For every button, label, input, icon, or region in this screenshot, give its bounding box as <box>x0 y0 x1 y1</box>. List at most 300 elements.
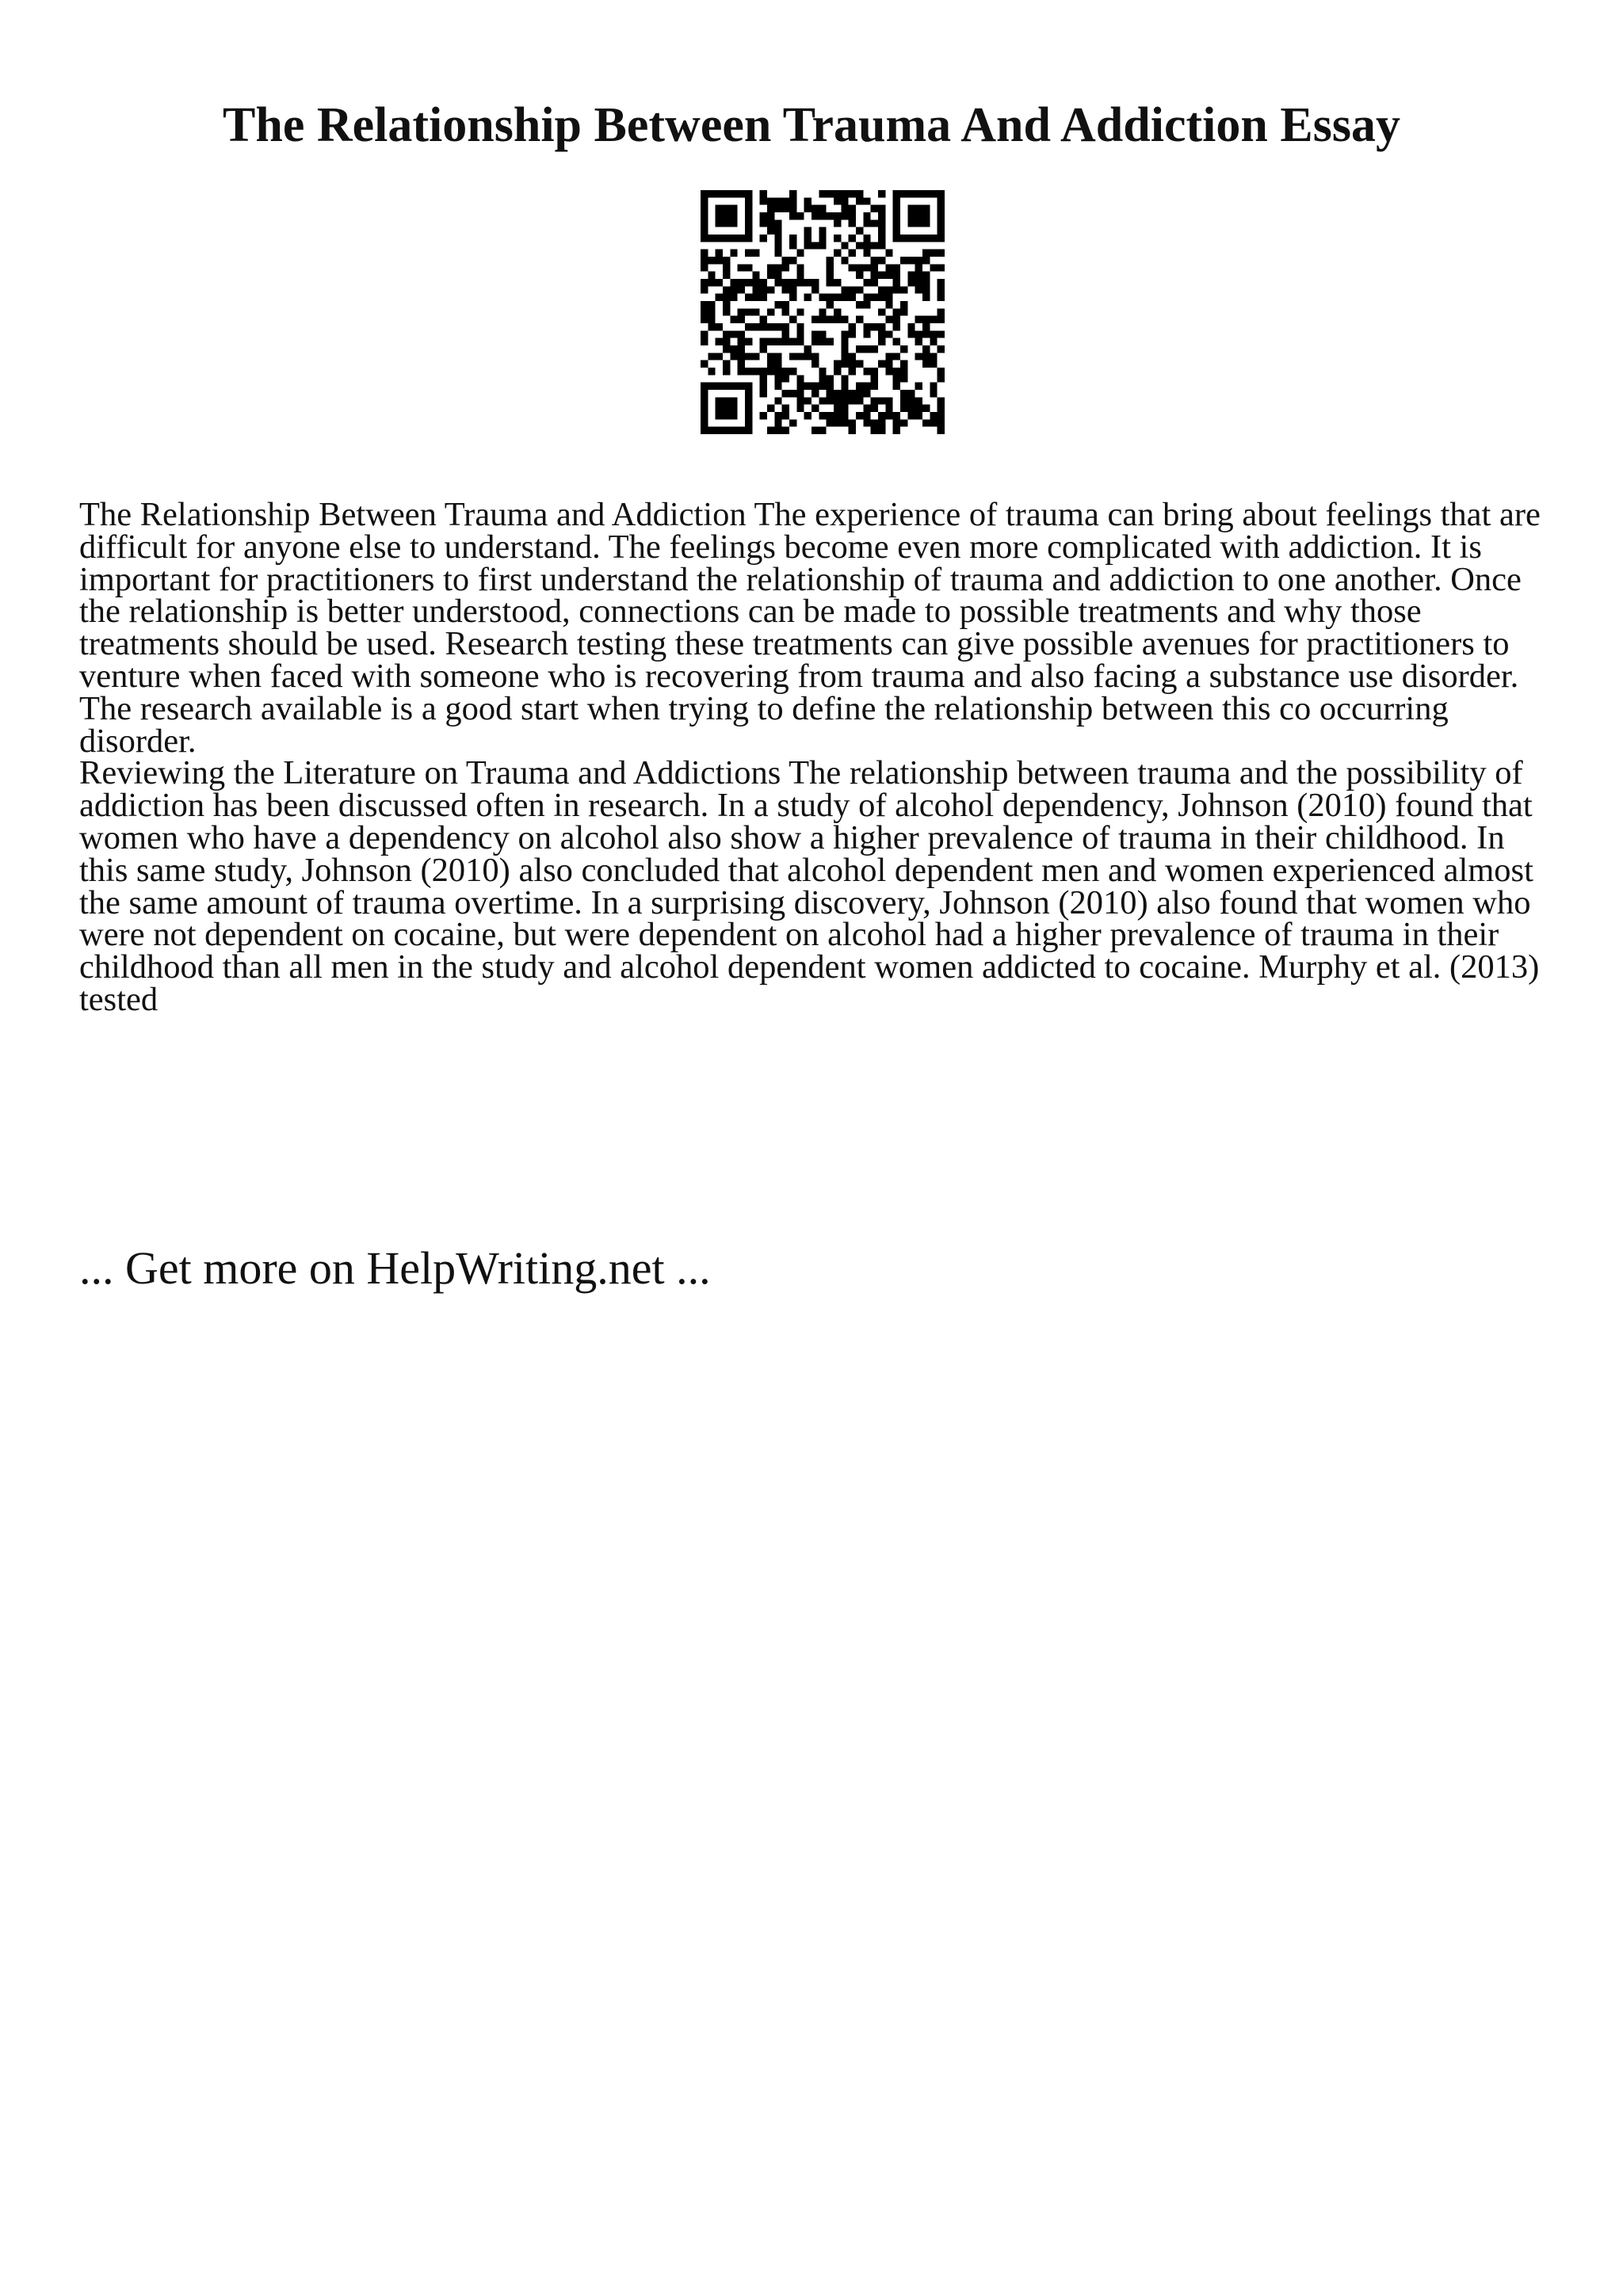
qr-module <box>789 242 796 249</box>
qr-module <box>885 264 892 271</box>
qr-module <box>745 205 752 212</box>
qr-module <box>841 383 848 390</box>
qr-module <box>922 205 930 212</box>
qr-module <box>915 235 922 242</box>
qr-module <box>738 383 745 390</box>
qr-module <box>760 286 767 293</box>
qr-module <box>819 212 826 219</box>
qr-module <box>915 257 922 264</box>
qr-module <box>804 242 812 249</box>
qr-module <box>774 219 781 227</box>
qr-module <box>849 250 856 257</box>
qr-module <box>812 286 819 293</box>
qr-module <box>760 375 767 382</box>
qr-module <box>841 412 848 419</box>
qr-module <box>767 353 774 360</box>
qr-module <box>893 412 900 419</box>
qr-module <box>827 338 834 345</box>
qr-module <box>915 219 922 227</box>
qr-module <box>789 419 796 426</box>
qr-module <box>774 360 781 368</box>
qr-module <box>856 197 863 204</box>
qr-module <box>745 197 752 204</box>
qr-module <box>796 330 804 338</box>
qr-module <box>907 272 915 279</box>
qr-module <box>782 264 789 271</box>
qr-module <box>738 427 745 434</box>
qr-module <box>922 219 930 227</box>
qr-module <box>849 294 856 301</box>
get-more-link[interactable]: ... Get more on HelpWriting.net ... <box>79 1242 711 1294</box>
qr-module <box>782 323 789 330</box>
qr-module <box>849 360 856 368</box>
qr-module <box>804 227 812 235</box>
qr-module <box>723 427 730 434</box>
qr-module <box>752 250 759 257</box>
qr-module <box>819 427 826 434</box>
qr-module <box>834 219 841 227</box>
qr-module <box>885 353 892 360</box>
qr-module <box>767 286 774 293</box>
qr-module <box>745 308 752 315</box>
qr-module <box>745 427 752 434</box>
qr-module <box>885 301 892 308</box>
qr-module <box>723 301 730 308</box>
qr-module <box>723 257 730 264</box>
qr-module <box>827 257 834 264</box>
qr-module <box>893 308 900 315</box>
qr-module <box>782 390 789 397</box>
qr-module <box>841 197 848 204</box>
qr-module <box>871 397 878 404</box>
qr-module <box>900 235 907 242</box>
qr-module <box>938 264 945 271</box>
qr-module <box>745 383 752 390</box>
qr-module <box>900 375 907 382</box>
qr-module <box>819 205 826 212</box>
qr-module <box>878 397 885 404</box>
qr-module <box>893 368 900 375</box>
qr-module <box>938 368 945 375</box>
qr-module <box>856 412 863 419</box>
qr-module <box>907 397 915 404</box>
qr-module <box>856 242 863 249</box>
qr-module <box>863 264 870 271</box>
qr-module <box>849 397 856 404</box>
qr-module <box>782 427 789 434</box>
qr-module <box>804 279 812 286</box>
qr-module <box>752 353 759 360</box>
qr-module <box>812 242 819 249</box>
qr-module <box>745 338 752 345</box>
qr-module <box>774 205 781 212</box>
qr-module <box>922 405 930 412</box>
qr-module <box>938 345 945 353</box>
qr-module <box>723 330 730 338</box>
qr-module <box>789 286 796 293</box>
document-title: The Relationship Between Trauma And Addiction Essay <box>223 98 1400 152</box>
qr-module <box>841 212 848 219</box>
qr-module <box>774 323 781 330</box>
qr-module <box>819 316 826 323</box>
qr-module <box>730 330 737 338</box>
qr-module <box>804 235 812 242</box>
qr-module <box>871 242 878 249</box>
qr-module <box>827 316 834 323</box>
qr-module <box>819 227 826 235</box>
qr-module <box>716 323 723 330</box>
qr-module <box>752 279 759 286</box>
qr-module <box>767 219 774 227</box>
qr-module <box>871 219 878 227</box>
qr-module <box>701 405 708 412</box>
qr-module <box>716 383 723 390</box>
qr-module <box>856 383 863 390</box>
qr-module <box>738 235 745 242</box>
qr-module <box>819 330 826 338</box>
qr-module <box>789 353 796 360</box>
qr-module <box>893 383 900 390</box>
qr-module <box>930 353 937 360</box>
qr-module <box>738 338 745 345</box>
qr-module <box>863 405 870 412</box>
qr-module <box>915 338 922 345</box>
qr-module <box>782 301 789 308</box>
qr-module <box>907 390 915 397</box>
qr-module <box>760 323 767 330</box>
qr-module <box>938 375 945 382</box>
qr-module <box>789 368 796 375</box>
qr-module <box>930 419 937 426</box>
qr-module <box>774 250 781 257</box>
qr-module <box>782 286 789 293</box>
qr-module <box>834 294 841 301</box>
qr-module <box>760 316 767 323</box>
qr-module <box>701 301 708 308</box>
qr-module <box>922 235 930 242</box>
qr-module <box>834 316 841 323</box>
qr-module <box>812 405 819 412</box>
qr-module <box>938 250 945 257</box>
qr-module <box>907 205 915 212</box>
qr-module <box>938 279 945 286</box>
qr-module <box>738 286 745 293</box>
qr-module <box>827 383 834 390</box>
qr-module <box>752 368 759 375</box>
qr-module <box>871 427 878 434</box>
qr-module <box>893 197 900 204</box>
qr-module <box>819 190 826 197</box>
qr-module <box>915 264 922 271</box>
qr-module <box>871 279 878 286</box>
qr-module <box>856 227 863 235</box>
qr-module <box>789 190 796 197</box>
qr-module <box>730 219 737 227</box>
qr-module <box>885 330 892 338</box>
qr-module <box>878 323 885 330</box>
qr-module <box>796 323 804 330</box>
qr-module <box>834 360 841 368</box>
qr-module <box>938 397 945 404</box>
qr-module <box>812 316 819 323</box>
qr-module <box>716 279 723 286</box>
qr-module <box>915 412 922 419</box>
qr-module <box>819 308 826 315</box>
qr-module <box>863 368 870 375</box>
qr-module <box>723 294 730 301</box>
qr-module <box>878 212 885 219</box>
qr-module <box>878 286 885 293</box>
qr-module <box>930 330 937 338</box>
qr-module <box>841 294 848 301</box>
qr-module <box>878 360 885 368</box>
qr-module <box>716 250 723 257</box>
qr-module <box>723 272 730 279</box>
qr-module <box>907 279 915 286</box>
qr-module <box>834 197 841 204</box>
qr-module <box>841 190 848 197</box>
qr-module <box>871 264 878 271</box>
qr-module <box>774 419 781 426</box>
qr-module <box>849 427 856 434</box>
qr-module <box>774 197 781 204</box>
qr-module <box>938 419 945 426</box>
qr-module <box>716 338 723 345</box>
qr-module <box>782 405 789 412</box>
qr-module <box>723 308 730 315</box>
qr-module <box>789 316 796 323</box>
qr-module <box>841 257 848 264</box>
qr-module <box>782 308 789 315</box>
qr-module <box>701 190 708 197</box>
qr-module <box>745 294 752 301</box>
qr-module <box>745 279 752 286</box>
qr-module <box>701 257 708 264</box>
qr-module <box>738 190 745 197</box>
qr-module <box>900 301 907 308</box>
qr-module <box>841 375 848 382</box>
qr-module <box>871 345 878 353</box>
qr-module <box>863 294 870 301</box>
qr-module <box>938 405 945 412</box>
qr-module <box>915 272 922 279</box>
qr-module <box>701 390 708 397</box>
qr-module <box>812 338 819 345</box>
qr-module <box>716 353 723 360</box>
qr-module <box>767 264 774 271</box>
qr-module <box>893 427 900 434</box>
qr-module <box>708 316 715 323</box>
qr-module <box>745 227 752 235</box>
qr-module <box>812 205 819 212</box>
qr-module <box>907 190 915 197</box>
qr-module <box>723 264 730 271</box>
qr-module <box>738 316 745 323</box>
qr-module <box>701 419 708 426</box>
qr-module <box>871 375 878 382</box>
qr-module <box>701 338 708 345</box>
qr-module <box>871 205 878 212</box>
qr-module <box>774 412 781 419</box>
qr-module <box>804 294 812 301</box>
qr-module <box>907 412 915 419</box>
qr-module <box>782 330 789 338</box>
qr-module <box>708 190 715 197</box>
qr-module <box>834 190 841 197</box>
qr-module <box>716 235 723 242</box>
qr-module <box>796 338 804 345</box>
qr-module <box>863 383 870 390</box>
qr-module <box>915 316 922 323</box>
qr-module <box>723 383 730 390</box>
qr-module <box>893 316 900 323</box>
qr-module <box>760 383 767 390</box>
qr-module <box>716 212 723 219</box>
qr-module <box>922 323 930 330</box>
qr-module <box>849 368 856 375</box>
qr-module <box>701 205 708 212</box>
qr-module <box>856 397 863 404</box>
qr-module <box>915 190 922 197</box>
qr-module <box>827 212 834 219</box>
qr-module <box>907 212 915 219</box>
qr-module <box>767 227 774 235</box>
qr-module <box>760 279 767 286</box>
qr-module <box>863 250 870 257</box>
qr-module <box>716 412 723 419</box>
qr-module <box>796 353 804 360</box>
qr-module <box>730 294 737 301</box>
qr-module <box>878 330 885 338</box>
qr-module <box>819 397 826 404</box>
qr-module <box>841 338 848 345</box>
qr-module <box>760 212 767 219</box>
qr-module <box>804 353 812 360</box>
qr-module <box>893 272 900 279</box>
qr-module <box>738 360 745 368</box>
qr-module <box>834 405 841 412</box>
qr-module <box>930 316 937 323</box>
qr-module <box>907 330 915 338</box>
qr-module <box>856 316 863 323</box>
qr-module <box>878 338 885 345</box>
qr-module <box>938 190 945 197</box>
qr-module <box>856 360 863 368</box>
qr-module <box>701 227 708 235</box>
qr-module <box>796 375 804 382</box>
qr-module <box>907 323 915 330</box>
qr-module <box>930 235 937 242</box>
qr-module <box>701 235 708 242</box>
qr-module <box>730 286 737 293</box>
qr-module <box>716 427 723 434</box>
qr-module <box>708 308 715 315</box>
qr-module <box>716 405 723 412</box>
qr-module <box>893 219 900 227</box>
qr-module <box>930 383 937 390</box>
qr-module <box>760 294 767 301</box>
qr-module <box>796 212 804 219</box>
qr-module <box>819 375 826 382</box>
qr-module <box>774 272 781 279</box>
qr-module <box>774 375 781 382</box>
qr-module <box>701 330 708 338</box>
qr-module <box>819 235 826 242</box>
qr-module <box>752 272 759 279</box>
qr-module <box>827 390 834 397</box>
qr-module <box>885 316 892 323</box>
qr-module <box>804 397 812 404</box>
qr-module <box>849 353 856 360</box>
qr-module <box>708 353 715 360</box>
qr-module <box>827 264 834 271</box>
qr-module <box>938 235 945 242</box>
qr-module <box>708 235 715 242</box>
qr-module <box>701 212 708 219</box>
qr-module <box>900 390 907 397</box>
qr-module <box>738 353 745 360</box>
qr-module <box>893 227 900 235</box>
qr-module <box>907 235 915 242</box>
qr-module <box>827 412 834 419</box>
qr-module <box>701 397 708 404</box>
qr-module <box>885 294 892 301</box>
qr-module <box>841 242 848 249</box>
qr-module <box>745 250 752 257</box>
qr-module <box>789 338 796 345</box>
qr-module <box>878 294 885 301</box>
qr-module <box>716 205 723 212</box>
essay-paragraph-1: The Relationship Between Trauma and Addiction The experience of trauma can bring about feelings that are difficult for anyone else to understand. The feelings become even more complicated with addiction. It is important for practitioners to first understand the relationship of trauma and addiction to one another. Once the relationship is better understood, connections can be made to possible treatments and why those treatments should be used. Research testing these treatments can give possible avenues for practitioners to venture when faced with someone who is recovering from trauma and also facing a substance use disorder. The research available is a good start when trying to define the relationship between this co occurring disorder. <box>79 496 1541 760</box>
qr-module <box>930 250 937 257</box>
qr-module <box>708 427 715 434</box>
qr-module <box>893 279 900 286</box>
qr-module <box>804 383 812 390</box>
qr-module <box>708 383 715 390</box>
qr-module <box>819 242 826 249</box>
qr-module <box>804 197 812 204</box>
qr-module <box>938 197 945 204</box>
qr-module <box>723 405 730 412</box>
qr-module <box>767 212 774 219</box>
qr-module <box>849 419 856 426</box>
qr-module <box>774 279 781 286</box>
qr-module <box>878 242 885 249</box>
qr-module <box>701 308 708 315</box>
qr-module <box>767 272 774 279</box>
qr-module <box>827 279 834 286</box>
qr-module <box>738 345 745 353</box>
qr-module <box>878 419 885 426</box>
qr-module <box>915 405 922 412</box>
qr-module <box>834 397 841 404</box>
qr-module <box>701 316 708 323</box>
qr-module <box>893 190 900 197</box>
qr-module <box>841 390 848 397</box>
qr-module <box>871 272 878 279</box>
qr-module <box>849 330 856 338</box>
qr-module <box>841 330 848 338</box>
qr-module <box>893 212 900 219</box>
qr-module <box>900 419 907 426</box>
qr-module <box>834 419 841 426</box>
qr-module <box>863 301 870 308</box>
qr-module <box>812 360 819 368</box>
qr-module <box>774 368 781 375</box>
qr-module <box>730 412 737 419</box>
qr-module <box>804 345 812 353</box>
qr-module <box>774 227 781 235</box>
